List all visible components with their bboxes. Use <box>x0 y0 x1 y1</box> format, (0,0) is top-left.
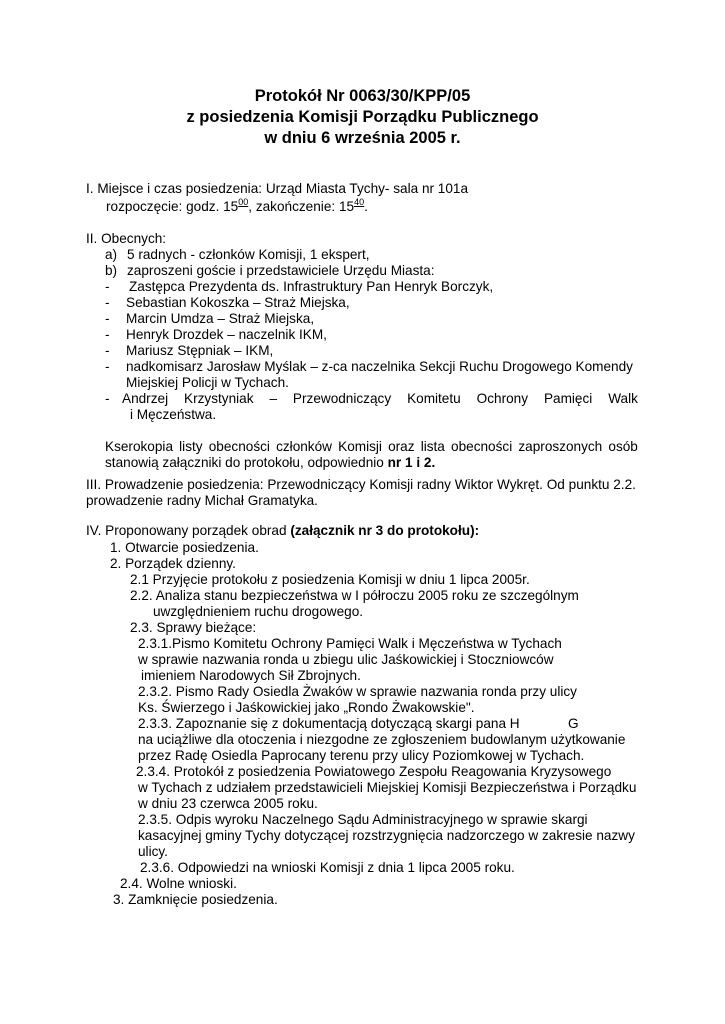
person-6-cont: Miejskiej Policji w Tychach. <box>126 375 289 390</box>
agenda-item-2-2-cont: uwzględnieniem ruchu drogowego. <box>153 604 364 619</box>
attachment-ref: nr 1 i 2. <box>387 455 436 470</box>
list-item-b: zaproszeni goście i przedstawiciele Urzędu Miasta: <box>127 263 435 278</box>
section-2-heading: II. Obecnych: <box>86 231 167 246</box>
agenda-item-2-3-1-cont-2: imieniem Narodowych Sił Zbrojnych. <box>141 668 361 683</box>
agenda-item-2-3-3-initial: G <box>568 716 579 731</box>
agenda-item-2-3-2: 2.3.2. Pismo Rady Osiedla Żwaków w sprawie nazwania ronda przy ulicy <box>138 684 577 699</box>
agenda-item-2-3-2-cont: Ks. Świerzego i Jaśkowickiej jako „Rondo Żwakowskie". <box>138 700 475 715</box>
title-line-1: Protokół Nr 0063/30/KPP/05 <box>254 87 471 105</box>
section-3-line-2: prowadzenie radny Michał Gramatyka. <box>86 493 318 508</box>
person-6: nadkomisarz Jarosław Myślak – z-ca naczelnika Sekcji Ruchu Drogowego Komendy <box>126 359 633 374</box>
agenda-item-1: 1. Otwarcie posiedzenia. <box>110 540 259 555</box>
person-7-cont: i Męczeństwa. <box>130 407 217 422</box>
section-1-line-1: I. Miejsce i czas posiedzenia: Urząd Miasta Tychy- sala nr 101a <box>86 181 469 196</box>
section-1-line-2: rozpoczęcie: godz. $15^{00}$, zakończenie: $15^{40}$. <box>106 197 368 214</box>
list-item-a: 5 radnych - członków Komisji, 1 ekspert, <box>127 247 370 262</box>
list-marker-b: b) <box>105 263 118 278</box>
person-1: Zastępca Prezydenta ds. Infrastruktury Pan Henryk Borczyk, <box>129 279 494 294</box>
dash-1: - <box>105 279 110 294</box>
agenda-item-2-3-4-cont-2: w dniu 23 czerwca 2005 roku. <box>138 796 318 811</box>
section-4-heading: IV. Proponowany porządek obrad (załącznik nr 3 do protokołu): <box>86 523 480 538</box>
person-2: Sebastian Kokoszka – Straż Miejska, <box>126 295 350 310</box>
agenda-item-2-2: 2.2. Analiza stanu bezpieczeństwa w I półroczu 2005 roku ze szczególnym <box>130 588 579 603</box>
agenda-item-2-3-6: 2.3.6. Odpowiedzi na wnioski Komisji z dnia 1 lipca 2005 roku. <box>140 860 515 875</box>
section-3-line-1: III. Prowadzenie posiedzenia: Przewodniczący Komisji radny Wiktor Wykręt. Od punktu 2.2. <box>86 477 636 492</box>
attendance-note-line-1: Kserokopia listy obecności członków Komisji oraz lista obecności zaproszonych osób <box>105 439 638 454</box>
dash-3: - <box>105 311 110 326</box>
title-line-3: w dniu 6 września 2005 r. <box>264 129 461 147</box>
agenda-item-2-3-5-cont-2: ulicy. <box>138 844 168 859</box>
agenda-item-2-3: 2.3. Sprawy bieżące: <box>130 620 257 635</box>
agenda-item-2-3-3-cont: na uciążliwe dla otoczenia i niezgodne ze zgłoszeniem budowlanym użytkowanie <box>138 732 626 747</box>
agenda-item-2-1: 2.1 Przyjęcie protokołu z posiedzenia Komisji w dniu 1 lipca 2005r. <box>130 572 530 587</box>
dash-6: - <box>105 359 110 374</box>
start-minutes: 00 <box>238 197 249 207</box>
person-5: Mariusz Stępniak – IKM, <box>126 343 274 358</box>
agenda-item-2-3-4-cont: w Tychach z udziałem przedstawicieli Miejskiej Komisji Bezpieczeństwa i Porządku <box>138 780 637 795</box>
dash-7: - <box>105 391 110 406</box>
agenda-item-2-3-3: 2.3.3. Zapoznanie się z dokumentacją dotyczącą skargi pana H <box>138 716 520 731</box>
dash-4: - <box>105 327 110 342</box>
person-4: Henryk Drozdek – naczelnik IKM, <box>126 327 327 342</box>
title-line-2: z posiedzenia Komisji Porządku Publicznego <box>186 108 539 126</box>
agenda-item-2-4: 2.4. Wolne wnioski. <box>120 876 237 891</box>
agenda-item-2-3-1: 2.3.1.Pismo Komitetu Ochrony Pamięci Walk i Męczeństwa w Tychach <box>138 636 562 651</box>
agenda-item-2-3-5: 2.3.5. Odpis wyroku Naczelnego Sądu Administracyjnego w sprawie skargi <box>138 812 588 827</box>
agenda-item-2-3-4: 2.3.4. Protokół z posiedzenia Powiatowego Zespołu Reagowania Kryzysowego <box>136 764 612 779</box>
attendance-note-line-2: stanowią załączniki do protokołu, odpowiednio nr 1 i 2. <box>105 455 436 470</box>
list-marker-a: a) <box>105 247 118 262</box>
dash-5: - <box>105 343 110 358</box>
person-3: Marcin Umdza – Straż Miejska, <box>126 311 315 326</box>
agenda-item-3: 3. Zamknięcie posiedzenia. <box>113 892 278 907</box>
end-minutes: 40 <box>354 197 365 207</box>
agenda-item-2-3-3-cont-2: przez Radę Osiedla Paprocany terenu przy ulicy Poziomkowej w Tychach. <box>138 748 585 763</box>
agenda-item-2-3-1-cont: w sprawie nazwania ronda u zbiegu ulic Jaśkowickiej i Stoczniowców <box>138 652 554 667</box>
person-7: Andrzej Krzystyniak – Przewodniczący Komitetu Ochrony Pamięci Walk <box>122 391 638 406</box>
agenda-item-2-3-5-cont: kasacyjnej gminy Tychy dotyczącej rozstrzygnięcia nadzorczego w zakresie nazwy <box>138 828 635 843</box>
agenda-item-2: 2. Porządek dzienny. <box>110 556 236 571</box>
dash-2: - <box>105 295 110 310</box>
